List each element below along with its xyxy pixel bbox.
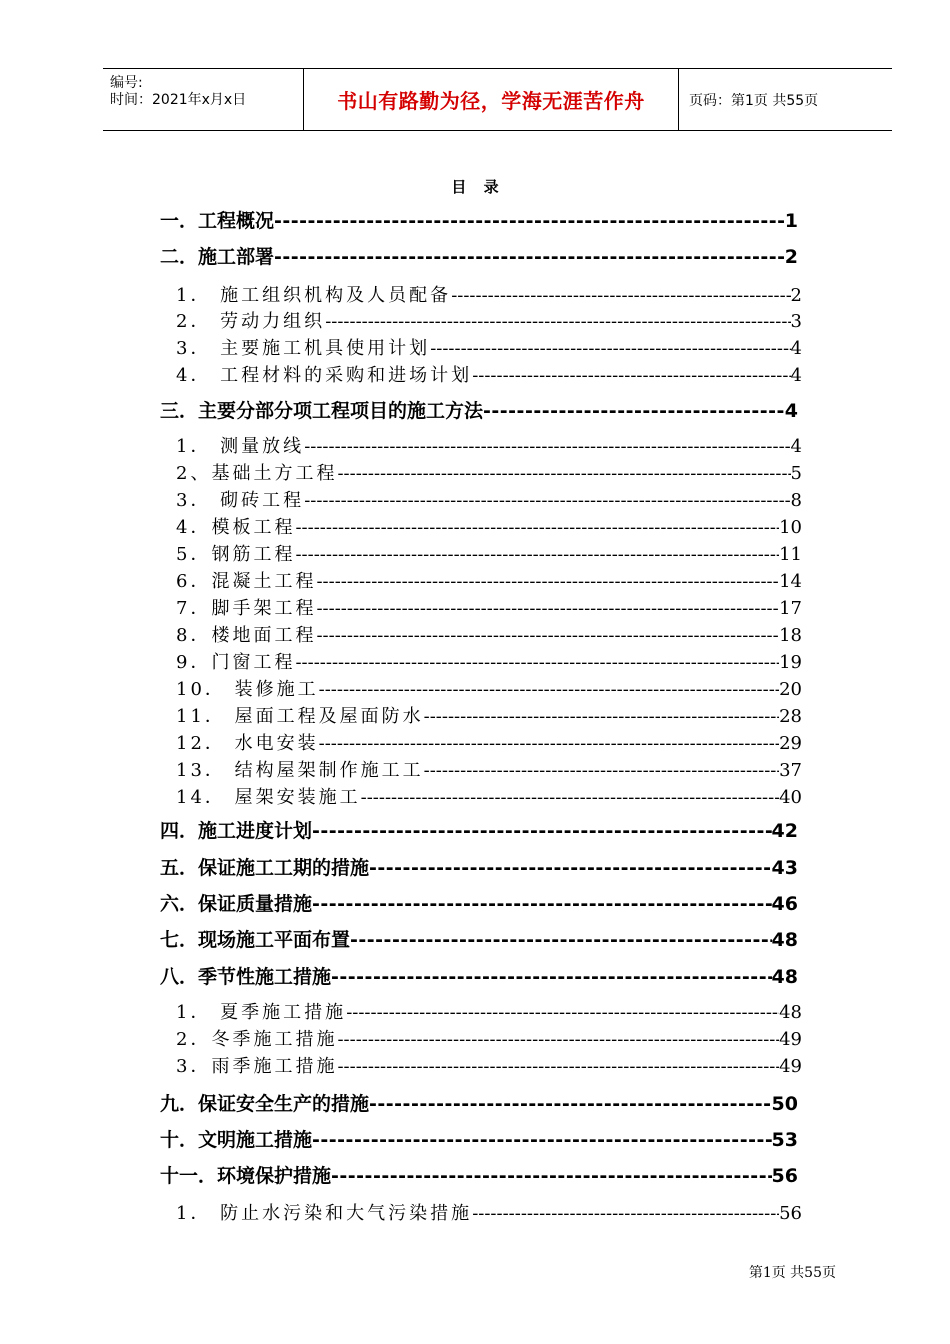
toc-entry-title: 12． 水电安装 bbox=[176, 733, 319, 753]
toc-entry-page: 4 bbox=[790, 338, 802, 358]
toc-entry-subsection[interactable] bbox=[176, 567, 802, 591]
toc-leader bbox=[274, 210, 785, 232]
toc-leader bbox=[337, 1029, 779, 1049]
toc-entry-subsection[interactable] bbox=[176, 513, 802, 537]
toc-entry-subsection[interactable] bbox=[176, 998, 802, 1022]
toc-leader bbox=[312, 820, 772, 842]
toc-entry-subsection[interactable] bbox=[176, 675, 802, 699]
header-page-code: 页码：第1页 共55页 bbox=[689, 92, 819, 109]
toc-entry-title: 2、基础土方工程 bbox=[176, 463, 338, 483]
toc-entry-page: 5 bbox=[790, 463, 802, 483]
toc-entry-subsection[interactable] bbox=[176, 1025, 802, 1049]
toc-leader bbox=[430, 338, 790, 358]
toc-entry-page: 48 bbox=[771, 929, 798, 951]
toc-entry-section-7[interactable] bbox=[160, 925, 798, 951]
toc-leader bbox=[312, 1129, 772, 1151]
toc-entry-page: 49 bbox=[779, 1056, 802, 1076]
toc-entry-page: 40 bbox=[779, 787, 802, 807]
toc-leader bbox=[424, 760, 779, 780]
toc-leader bbox=[337, 1056, 779, 1076]
toc-entry-page: 28 bbox=[779, 706, 802, 726]
header-motto: 书山有路勤为径，学海无涯苦作舟 bbox=[337, 89, 645, 113]
toc-entry-page: 53 bbox=[771, 1129, 798, 1151]
page-footer: 第1页 共55页 bbox=[748, 1265, 836, 1281]
toc-leader bbox=[483, 400, 785, 422]
toc-entry-section-3[interactable] bbox=[160, 396, 798, 422]
toc-entry-title: 十．文明施工措施 bbox=[160, 1129, 313, 1151]
toc-leader bbox=[331, 1165, 772, 1187]
document-time-label: 时间：2021年x月x日 bbox=[110, 92, 247, 108]
toc-leader bbox=[424, 706, 779, 726]
toc-entry-page: 20 bbox=[779, 679, 802, 699]
toc-entry-page: 43 bbox=[771, 857, 798, 879]
toc-leader bbox=[295, 517, 779, 537]
toc-entry-page: 29 bbox=[779, 733, 802, 753]
toc-leader bbox=[350, 929, 772, 951]
toc-entry-subsection[interactable] bbox=[176, 702, 802, 726]
toc-leader bbox=[316, 625, 779, 645]
toc-entry-subsection[interactable] bbox=[176, 1199, 802, 1223]
toc-entry-title: 1． 防止水污染和大气污染措施 bbox=[176, 1203, 473, 1223]
toc-entry-subsection[interactable] bbox=[176, 756, 802, 780]
toc-leader bbox=[346, 1002, 779, 1022]
toc-leader bbox=[295, 544, 779, 564]
toc-entry-title: 13． 结构屋架制作施工工 bbox=[176, 760, 424, 780]
toc-leader bbox=[316, 598, 779, 618]
toc-leader bbox=[331, 966, 772, 988]
toc-entry-section-5[interactable] bbox=[160, 853, 798, 879]
toc-leader bbox=[361, 787, 779, 807]
toc-leader bbox=[472, 365, 790, 385]
document-number-label: 编号: bbox=[110, 75, 143, 91]
toc-entry-page: 37 bbox=[779, 760, 802, 780]
toc-entry-subsection[interactable] bbox=[176, 594, 802, 618]
toc-entry-page: 42 bbox=[771, 820, 798, 842]
toc-entry-title: 四．施工进度计划 bbox=[160, 820, 313, 842]
toc-entry-page: 14 bbox=[779, 571, 802, 591]
toc-leader bbox=[295, 652, 779, 672]
toc-entry-subsection[interactable] bbox=[176, 459, 802, 483]
toc-entry-subsection[interactable] bbox=[176, 281, 802, 305]
toc-entry-page: 19 bbox=[779, 652, 802, 672]
toc-entry-subsection[interactable] bbox=[176, 334, 802, 358]
toc-entry-subsection[interactable] bbox=[176, 729, 802, 753]
toc-entry-page: 49 bbox=[779, 1029, 802, 1049]
toc-entry-title: 4．模板工程 bbox=[176, 517, 296, 537]
toc-entry-title: 六．保证质量措施 bbox=[160, 893, 313, 915]
toc-entry-subsection[interactable] bbox=[176, 621, 802, 645]
toc-entry-title: 九．保证安全生产的措施 bbox=[160, 1093, 370, 1115]
toc-entry-page: 4 bbox=[790, 436, 802, 456]
toc-entry-title: 五．保证施工工期的措施 bbox=[160, 857, 370, 879]
toc-leader bbox=[472, 1203, 779, 1223]
toc-entry-section-11[interactable] bbox=[160, 1161, 798, 1187]
toc-entry-title: 七．现场施工平面布置 bbox=[160, 929, 351, 951]
toc-entry-title: 一．工程概况 bbox=[160, 210, 275, 232]
toc-leader bbox=[304, 490, 790, 510]
toc-leader bbox=[312, 893, 772, 915]
toc-entry-subsection[interactable] bbox=[176, 1052, 802, 1076]
toc-leader bbox=[325, 311, 790, 331]
toc-leader bbox=[316, 571, 779, 591]
toc-entry-title: 10． 装修施工 bbox=[176, 679, 319, 699]
toc-entry-page: 48 bbox=[779, 1002, 802, 1022]
toc-entry-title: 7．脚手架工程 bbox=[176, 598, 317, 618]
toc-entry-subsection[interactable] bbox=[176, 783, 802, 807]
toc-entry-page: 2 bbox=[790, 285, 802, 305]
toc-entry-title: 1． 夏季施工措施 bbox=[176, 1002, 347, 1022]
toc-entry-title: 3．雨季施工措施 bbox=[176, 1056, 338, 1076]
toc-entry-title: 2．冬季施工措施 bbox=[176, 1029, 338, 1049]
toc-entry-page: 11 bbox=[779, 544, 802, 564]
toc-entry-page: 3 bbox=[790, 311, 802, 331]
toc-leader bbox=[451, 285, 790, 305]
toc-entry-title: 2． 劳动力组织 bbox=[176, 311, 326, 331]
toc-entry-title: 11． 屋面工程及屋面防水 bbox=[176, 706, 424, 726]
toc-entry-page: 56 bbox=[771, 1165, 798, 1187]
toc-entry-page: 17 bbox=[779, 598, 802, 618]
toc-entry-title: 3． 砌砖工程 bbox=[176, 490, 305, 510]
toc-entry-page: 50 bbox=[771, 1093, 798, 1115]
toc-entry-title: 4． 工程材料的采购和进场计划 bbox=[176, 365, 473, 385]
toc-entry-subsection[interactable] bbox=[176, 540, 802, 564]
toc-entry-page: 8 bbox=[790, 490, 802, 510]
toc-leader bbox=[319, 679, 779, 699]
toc-entry-section-6[interactable] bbox=[160, 889, 798, 915]
toc-entry-section-2[interactable] bbox=[160, 242, 798, 268]
toc-entry-title: 十一．环境保护措施 bbox=[160, 1165, 332, 1187]
toc-entry-title: 9．门窗工程 bbox=[176, 652, 296, 672]
toc-entry-title: 8．楼地面工程 bbox=[176, 625, 317, 645]
toc-entry-title: 八．季节性施工措施 bbox=[160, 966, 332, 988]
toc-entry-title: 3． 主要施工机具使用计划 bbox=[176, 338, 431, 358]
toc-leader bbox=[304, 436, 790, 456]
toc-entry-subsection[interactable] bbox=[176, 648, 802, 672]
toc-entry-subsection[interactable] bbox=[176, 361, 802, 385]
toc-entry-page: 18 bbox=[779, 625, 802, 645]
toc-entry-subsection[interactable] bbox=[176, 432, 802, 456]
toc-entry-section-8[interactable] bbox=[160, 962, 798, 988]
toc-entry-section-9[interactable] bbox=[160, 1089, 798, 1115]
toc-entry-page: 4 bbox=[784, 400, 798, 422]
toc-entry-section-4[interactable] bbox=[160, 816, 798, 842]
toc-leader bbox=[369, 857, 772, 879]
toc-entry-title: 6．混凝土工程 bbox=[176, 571, 317, 591]
toc-leader bbox=[369, 1093, 772, 1115]
toc-leader bbox=[319, 733, 779, 753]
toc-entry-title: 1． 施工组织机构及人员配备 bbox=[176, 285, 452, 305]
toc-entry-title: 1． 测量放线 bbox=[176, 436, 305, 456]
toc-title: 目 录 bbox=[451, 178, 505, 196]
toc-entry-section-10[interactable] bbox=[160, 1125, 798, 1151]
toc-entry-page: 1 bbox=[784, 210, 798, 232]
toc-entry-page: 56 bbox=[779, 1203, 802, 1223]
toc-entry-subsection[interactable] bbox=[176, 307, 802, 331]
toc-entry-page: 2 bbox=[784, 246, 798, 268]
toc-entry-title: 二．施工部署 bbox=[160, 246, 275, 268]
toc-entry-title: 5．钢筋工程 bbox=[176, 544, 296, 564]
toc-leader bbox=[337, 463, 790, 483]
toc-leader bbox=[274, 246, 785, 268]
toc-entry-page: 46 bbox=[771, 893, 798, 915]
toc-entry-subsection[interactable] bbox=[176, 486, 802, 510]
toc-entry-page: 10 bbox=[779, 517, 802, 537]
toc-entry-section-1[interactable] bbox=[160, 206, 798, 232]
toc-entry-title: 三．主要分部分项工程项目的施工方法 bbox=[160, 400, 484, 422]
toc-entry-title: 14． 屋架安装施工 bbox=[176, 787, 361, 807]
toc-entry-page: 4 bbox=[790, 365, 802, 385]
toc-entry-page: 48 bbox=[771, 966, 798, 988]
